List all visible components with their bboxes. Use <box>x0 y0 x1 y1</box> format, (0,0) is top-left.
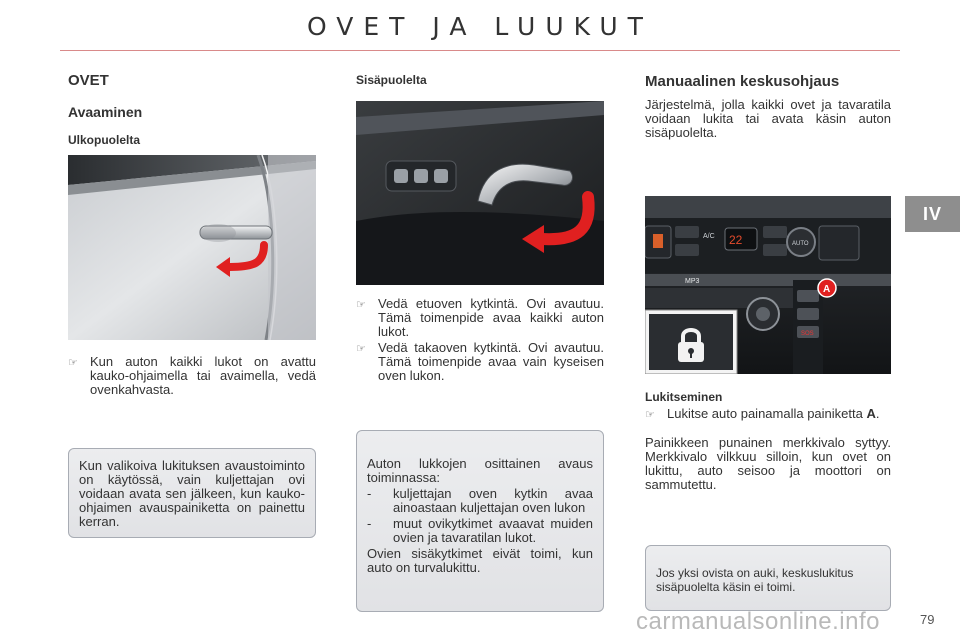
dash-text: kuljettajan oven kytkin avaa ainoastaan kuljettajan oven lukon <box>393 486 593 515</box>
page-number: 79 <box>920 612 935 627</box>
pointing-hand-icon: ☞ <box>356 299 366 311</box>
ac-label: A/C <box>703 233 715 240</box>
interior-door-handle-photo <box>356 101 604 285</box>
page-title: OVET JA LUUKUT <box>307 12 653 41</box>
subheading-avaaminen: Avaaminen <box>68 104 143 120</box>
note-outro: Ovien sisäkytkimet eivät toimi, kun auto on turvalukittu. <box>367 546 593 575</box>
note-dash-item <box>367 517 593 545</box>
note-dash-item <box>367 487 593 515</box>
exterior-door-handle-photo <box>68 155 316 340</box>
watermark: carmanualsonline.info <box>636 608 880 635</box>
auto-label: AUTO <box>792 241 809 247</box>
bullet-text: Vedä etuoven kytkintä. Ovi avautuu. Tämä toimenpide avaa kaikki auton lukot. <box>378 296 604 339</box>
bullet-text: Kun auton kaikki lukot on avattu kauko-ohjaimella tai avaimella, vedä ovenkahvasta. <box>90 354 316 397</box>
sos-label: SOS <box>801 331 814 337</box>
temperature-readout: 22 <box>729 233 743 247</box>
mp3-label: MP3 <box>685 278 700 285</box>
note-intro: Auton lukkojen osittainen avaus toiminnassa: <box>367 456 593 485</box>
note-selective-unlock <box>68 448 316 538</box>
lock-indicator-paragraph: Painikkeen punainen merkkivalo syttyy. Merkkivalo vilkkuu silloin, kun ovet on lukittu, auto seisoo ja moottori on sammutettu. <box>645 435 891 492</box>
pointing-hand-icon: ☞ <box>356 343 366 355</box>
subheading-sisapuolelta: Sisäpuolelta <box>356 73 427 87</box>
section-heading-ovet: OVET <box>68 72 109 89</box>
button-a-reference: A <box>866 406 876 421</box>
bullet-lock-car <box>645 407 891 422</box>
title-divider <box>60 50 900 51</box>
padlock-icon <box>673 324 709 366</box>
subheading-ulkopuolelta: Ulkopuolelta <box>68 133 141 147</box>
subheading-lukitseminen: Lukitseminen <box>645 390 723 404</box>
bullet-front-door-switch <box>356 297 604 339</box>
note-text: Jos yksi ovista on auki, keskuslukitus sisäpuolelta käsin ei toimi. <box>656 566 854 594</box>
lock-bullet-suffix: . <box>875 406 880 421</box>
note-partial-unlock <box>356 430 604 612</box>
bullet-text: Vedä takaoven kytkintä. Ovi avautuu. Tämä toimenpide avaa vain kyseisen oven lukon. <box>378 340 604 383</box>
bullet-exterior-open <box>68 355 316 397</box>
intro-paragraph: Järjestelmä, jolla kaikki ovet ja tavaratila voidaan lukita tai avata käsin auton sisäpuolelta. <box>645 97 891 140</box>
note-door-open <box>645 545 891 611</box>
lock-bullet-text: Lukitse auto painamalla painiketta <box>667 406 867 421</box>
dash-mark: - <box>367 516 372 531</box>
pointing-hand-icon: ☞ <box>645 409 655 421</box>
dash-text: muut ovikytkimet avaavat muiden ovien ja tavaratilan lukot. <box>393 516 593 545</box>
bullet-text <box>667 407 891 422</box>
bullet-rear-door-switch <box>356 341 604 383</box>
pointing-hand-icon: ☞ <box>68 357 78 369</box>
dashboard-lock-button-photo <box>645 196 891 374</box>
note-text: Kun valikoiva lukituksen avaustoiminto on käytössä, vain kuljettajan ovi voidaan avata sen jälkeen, kun kauko-ohjaimen avauspainiketta on painettu kerran. <box>79 458 305 529</box>
heading-manual-central-control: Manuaalinen keskusohjaus <box>645 73 840 90</box>
button-a-label: A <box>823 284 831 295</box>
chapter-tab[interactable]: IV <box>905 196 960 232</box>
dash-mark: - <box>367 486 372 501</box>
